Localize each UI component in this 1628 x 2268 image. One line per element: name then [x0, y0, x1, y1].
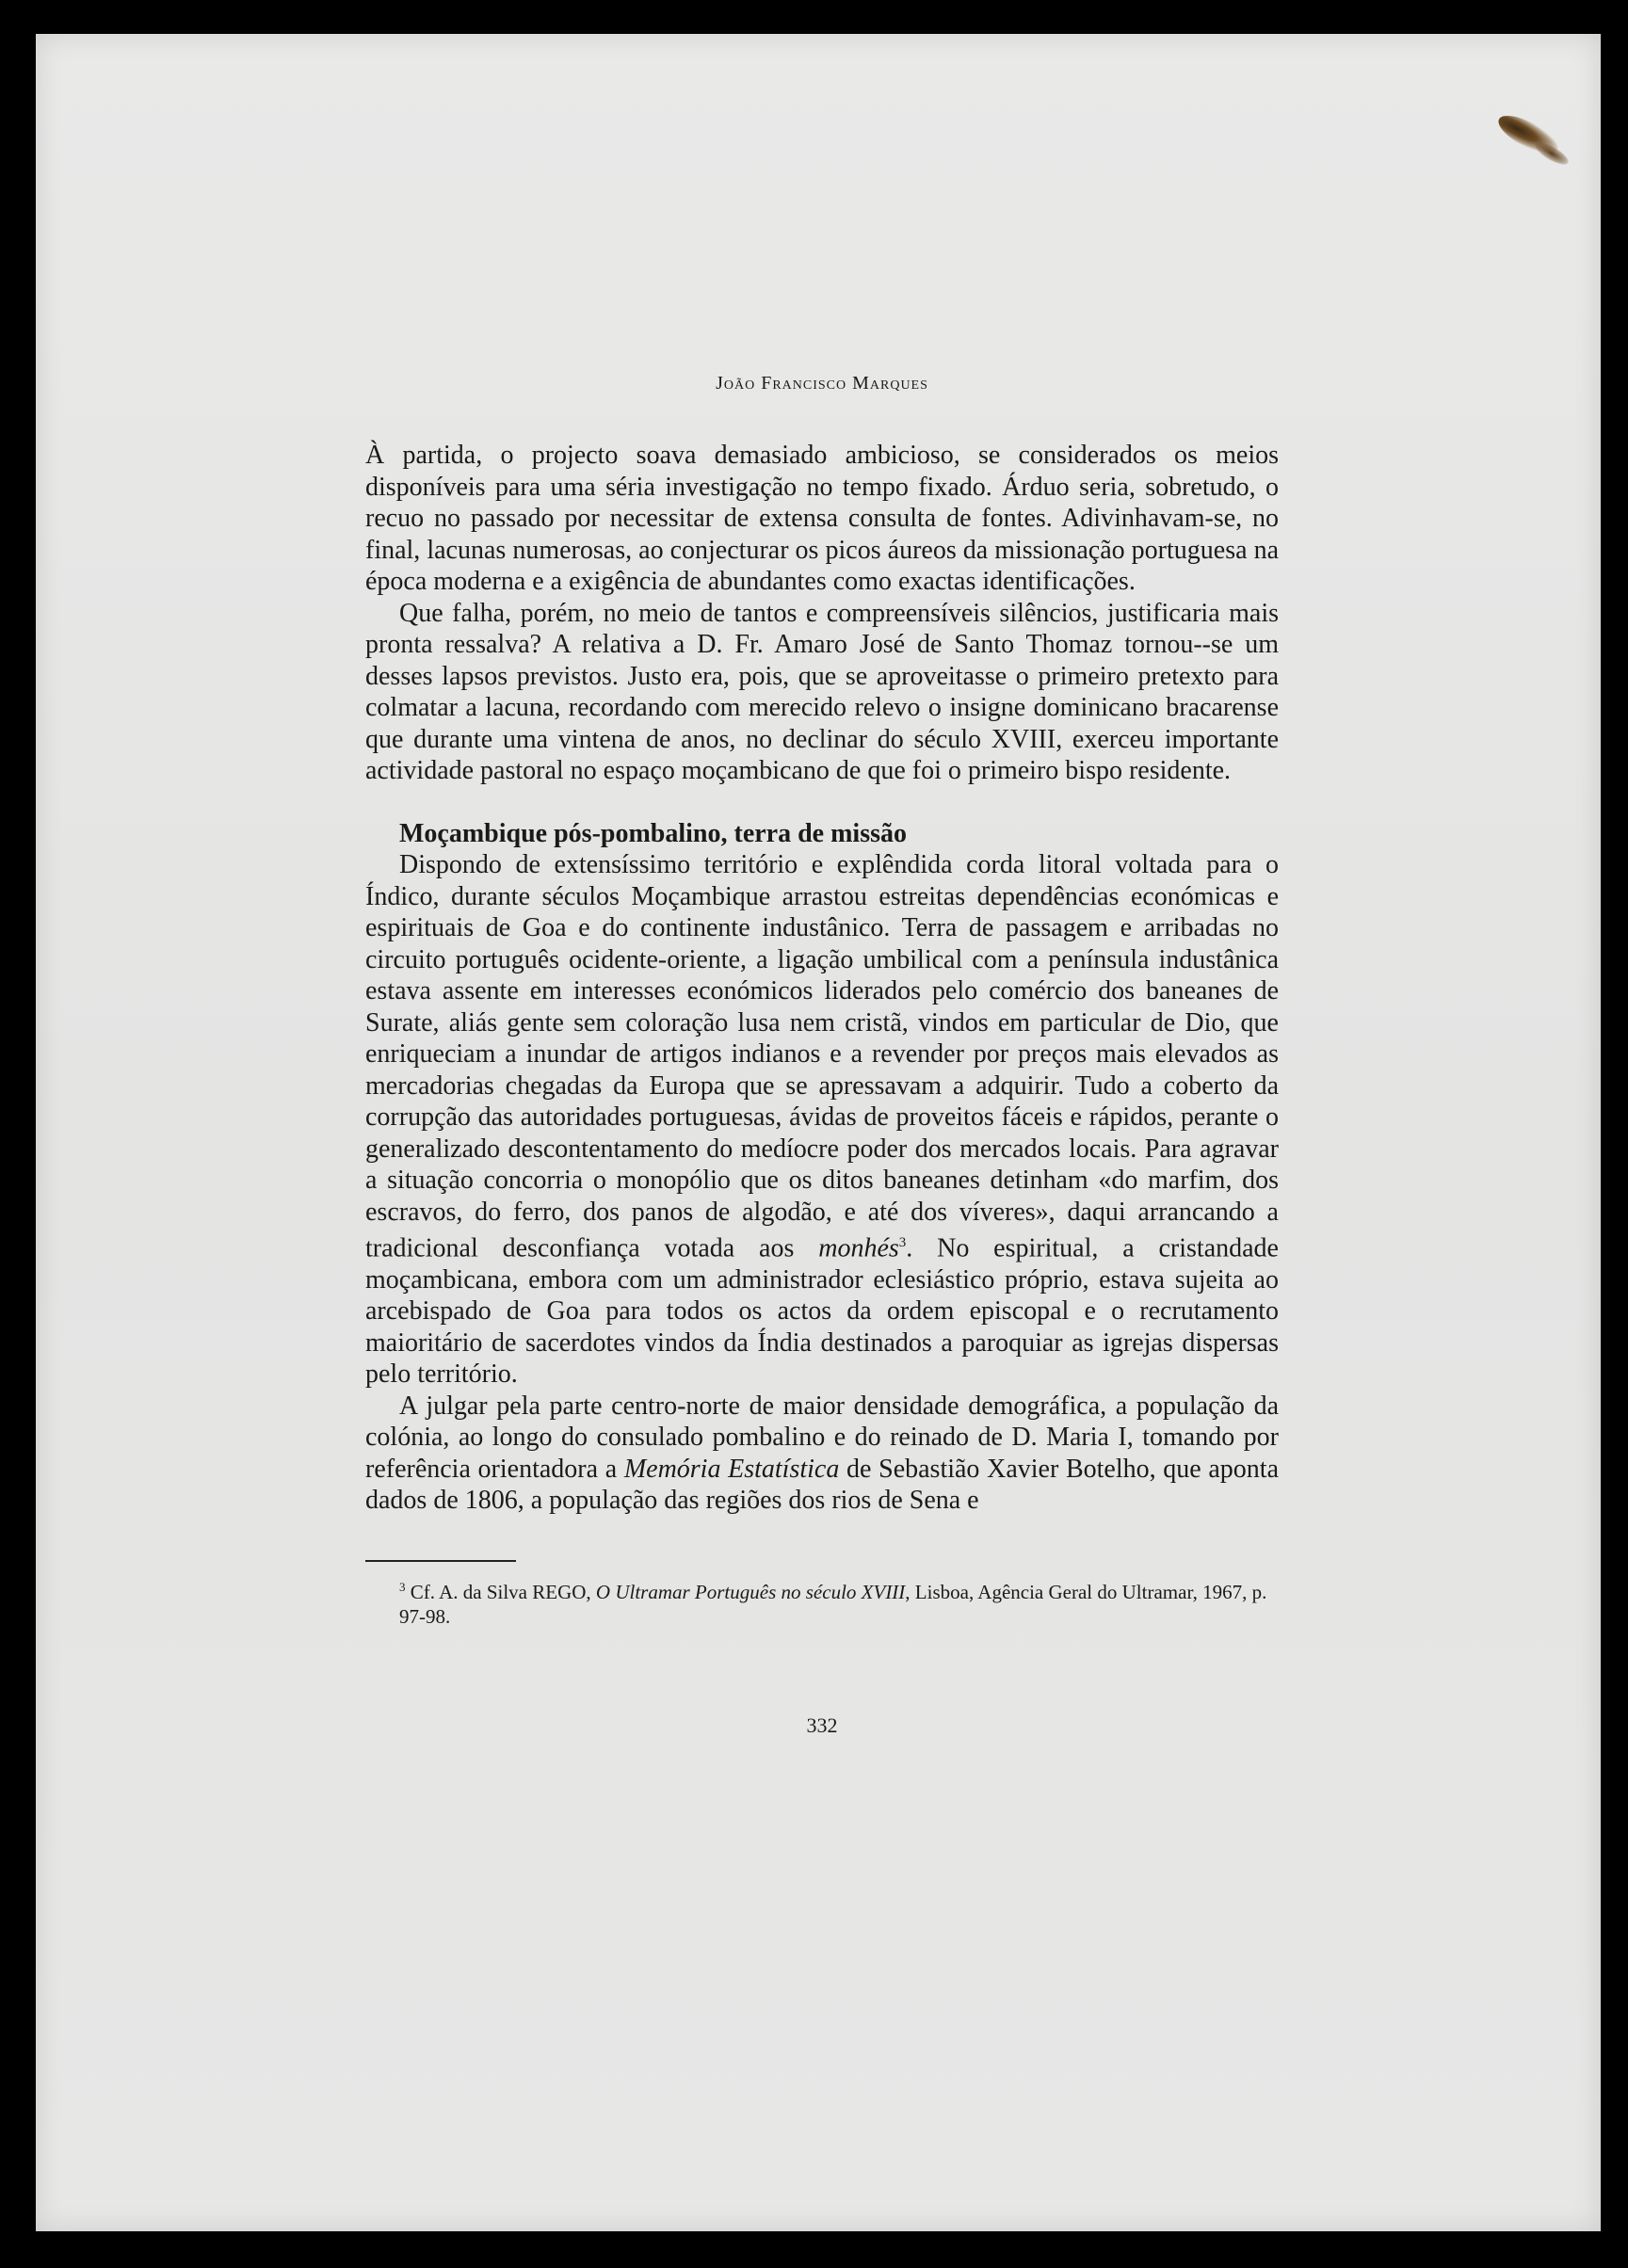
footnote-text-a: Cf. A. da Silva REGO, — [405, 1580, 596, 1603]
footnote — [365, 1575, 1279, 1629]
running-head: João Francisco Marques — [716, 373, 928, 394]
paragraph-4-italic: Memória Estatística — [623, 1454, 840, 1484]
paragraph-2: Que falha, porém, no meio de tantos e compreensíveis silêncios, justificaria mais pronta ressalva? A relativa a D. Fr. Amaro José de Santo Thomaz tornou--se um desses lapsos previstos. Justo era, pois, que se aproveitasse o primeiro pretexto para colmatar a lacuna, recordando com merecido relevo o insigne dominicano bracarense que durante uma vintena de anos, no declinar do século XVIII, exerceu importante actividade pastoral no espaço moçambicano de que foi o primeiro bispo residente. — [365, 598, 1279, 785]
section-title: Moçambique pós-pombalino, terra de missão — [399, 818, 907, 848]
footnote-number: 3 — [399, 1579, 406, 1594]
paragraph-3-text-a: Dispondo de extensíssimo território e explêndida corda litoral voltada para o Índico, durante séculos Moçambique arrastou estreitas dependências económicas e espirituais de Goa e do continente industânico. Terra de passagem e arribadas no circuito português ocidente-oriente, a ligação umbilical com a península industânica estava assente em interesses económicos liderados pelo comércio dos baneanes de Surate, aliás gente sem coloração lusa nem cristã, vindos em particular de Dio, que enriqueciam a inundar de artigos indianos e a revender por preços mais elevados as mercadorias chegadas da Europa que se apressavam a adquirir. Tudo a coberto da corrupção das autoridades portuguesas, ávidas de proveitos fáceis e rápidos, perante o generalizado descontentamento do medíocre poder dos mercados locais. Para agravar a situação concorria o monopólio que os ditos baneanes detinham «do marfim, dos escravos, do ferro, dos panos de algodão, e até dos víveres», daqui arrancando a tradicional desconfiança votada aos — [365, 850, 1279, 1263]
paragraph-4-text-a: A julgar pela parte centro-norte de maior densidade demográfica, a população da colónia, ao longo do consulado pombalino e do reinado de D. Maria I, tomando por referência orientadora a — [365, 1391, 1279, 1484]
footnote-italic: O Ultramar Português no século XVIII — [595, 1580, 906, 1603]
paragraph-1: À partida, o projecto soava demasiado ambicioso, se considerados os meios disponíveis para uma séria investigação no tempo fixado. Árduo seria, sobretudo, o recuo no passado por necessitar de extensa consulta de fontes. Adivinhavam-se, no final, lacunas numerosas, ao conjecturar os picos áureos da missionação portuguesa na época moderna e a exigência de abundantes como exactas identificações. — [365, 441, 1279, 596]
paragraph-3 — [365, 849, 1279, 1391]
paragraph-4-text-b: de Sebastião Xavier Botelho, que aponta dados de 1806, a população das regiões dos rios de Sena e — [365, 1454, 1279, 1516]
footnote-rule — [365, 1560, 516, 1562]
scanned-page — [36, 34, 1601, 2231]
page-number: 332 — [806, 1713, 838, 1737]
footnote-text-b: , Lisboa, Agência Geral do Ultramar, 1967, p. 97-98. — [399, 1580, 1267, 1628]
footnote-ref: 3 — [898, 1235, 907, 1250]
paragraph-3-text-b: . No espiritual, a cristandade moçambicana, embora com um administrador eclesiástico próprio, estava sujeita ao arcebispado de Goa para todos os actos da ordem episcopal e o recrutamento maioritário de sacerdotes vindos da Índia destinados a paroquiar as igrejas dispersas pelo território. — [365, 1233, 1279, 1390]
paragraph-4 — [365, 1391, 1279, 1517]
page-content — [365, 373, 1279, 1738]
paragraph-3-italic: monhés — [818, 1233, 899, 1263]
